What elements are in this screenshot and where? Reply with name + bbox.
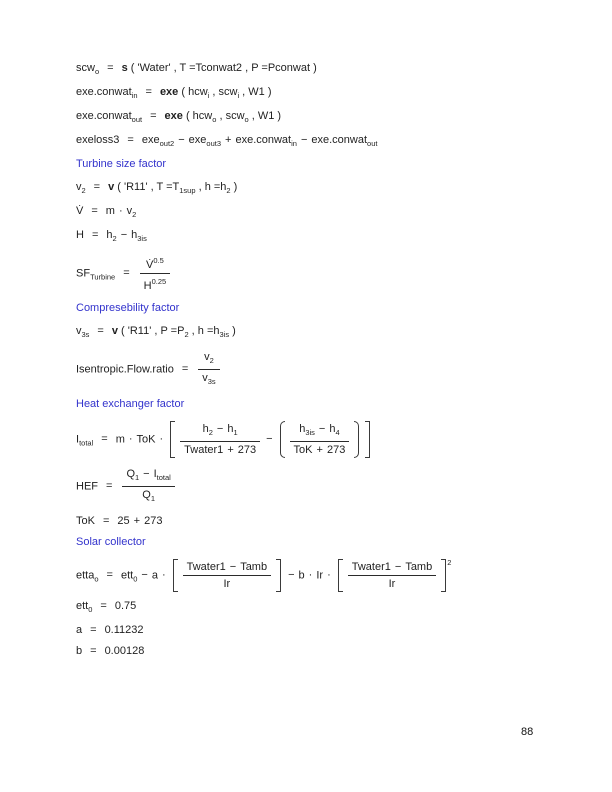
eq-isentropic-flow-ratio: Isentropic.Flow.ratio = $\frac{v_2}{v_{3s}}$	[76, 349, 556, 390]
eq-ett0: ett$_0$ = 0.75	[76, 600, 137, 614]
eq-i-total: $I_{total} = m$ · ToK · $\frac{h_2 - h_1}{\text{Twater1 + 273}}$ − $\frac{h_{3is} - h_4}{\text{ToK + 273}}$	[76, 421, 556, 458]
equations-area	[76, 62, 556, 666]
heading-compressibility-factor: Compresebility factor	[76, 302, 180, 314]
exponent: 2	[447, 558, 452, 567]
eq-v3s: $v_{3s} = v$ ( 'R11' , $P =P_2$ , $h =h_{3is}$ )	[76, 325, 236, 339]
square-bracket-group	[338, 559, 452, 592]
fraction: $\frac{v_2}{v_{3s}}$	[198, 349, 219, 390]
eq-exe-conwat-out: exe.conwat$_{out}$ = exe ( hcw$_o$ , scw$_o$ , W1 )	[76, 110, 282, 124]
heading-heat-exchanger-factor: Heat exchanger factor	[76, 398, 185, 410]
eq-etta: etta$_o$ = ett$_0$ − a · $\frac{\text{Twater1 − Tamb}}{Ir}$ − b · Ir · $\frac{\text{Twater1 − Tamb}}{Ir}$ 2	[76, 558, 452, 590]
eq-tok: ToK = 25 + 273	[76, 515, 163, 527]
fraction: $\frac{\text{Twater1 − Tamb}}{Ir}$	[183, 559, 271, 592]
eq-b: b = 0.00128	[76, 645, 145, 657]
eq-v2: $v_2 = v$ ( 'R11' , $T =T_{1sup}$ , $h =h_2$ )	[76, 181, 238, 195]
square-bracket-group	[173, 559, 281, 592]
eq-sf-turbine: $SF_{Turbine}$ = $\frac{V̇^{0.5}}{H^{0.25}}$	[76, 253, 556, 294]
eq-exe-conwat-in: exe.conwat$_{in}$ = exe ( hcw$_i$ , scw$_i$ , W1 )	[76, 86, 272, 100]
heading-turbine-size-factor: Turbine size factor	[76, 158, 167, 170]
square-bracket-group: $\frac{h_2 - h_1}{\text{Twater1 + 273}}$ − $\frac{h_{3is} - h_4}{\text{ToK + 273}}$	[170, 421, 370, 458]
heading-solar-collector: Solar collector	[76, 536, 146, 548]
eq-vdot: V̇ = $m \cdot v_2$	[76, 205, 137, 219]
fraction: $\frac{h_2 - h_1}{\text{Twater1 + 273}}$	[180, 421, 260, 458]
fraction: $\frac{Q_1 - I_{total}}{Q_1}$	[122, 466, 174, 507]
fraction: $\frac{h_{3is} - h_4}{\text{ToK + 273}}$	[290, 421, 350, 458]
fraction: $\frac{\text{Twater1 − Tamb}}{Ir}$	[348, 559, 436, 592]
eq-scw-o: scw$_o$ = s ( 'Water' , T =Tconwat2 , P =Pconwat )	[76, 62, 317, 76]
eq-a: a = 0.11232	[76, 624, 144, 636]
eq-hef: HEF = $\frac{Q_1 - I_{total}}{Q_1}$	[76, 466, 556, 507]
paren-group	[280, 421, 360, 458]
page-number: 88	[521, 726, 534, 738]
eq-enthalpy-drop: $H = h_2 - h_{3is}$	[76, 229, 147, 243]
eq-exeloss3: exeloss3 = exe$_{out2}$ − exe$_{out3}$ + exe.conwat$_{in}$ − exe.conwat$_{out}$	[76, 134, 378, 148]
fraction: $\frac{V̇^{0.5}}{H^{0.25}}$	[140, 253, 171, 294]
